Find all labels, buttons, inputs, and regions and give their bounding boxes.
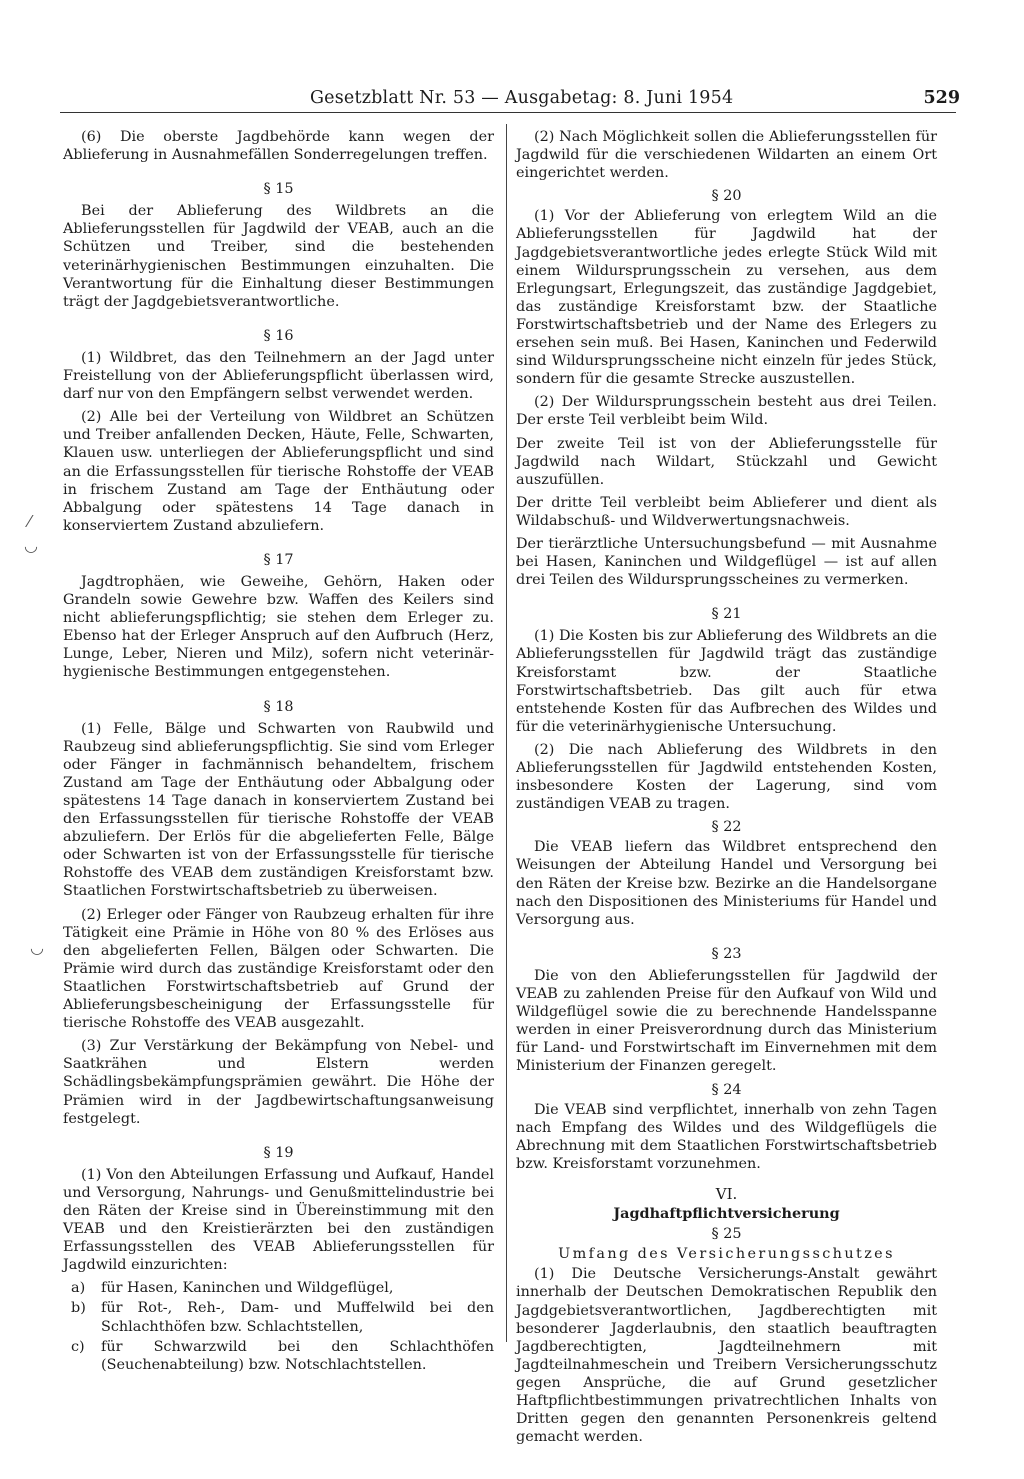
page-number: 529 <box>923 88 960 108</box>
header-rule <box>60 112 956 113</box>
section-20-paragraph-2: (2) Der Wildursprungsschein besteht aus drei Teilen. Der erste Teil verbleibt beim Wild. <box>516 394 937 429</box>
section-heading-20: § 20 <box>711 188 742 205</box>
margin-mark-icon: ⁄ <box>28 512 31 531</box>
section-17-text: Jagdtrophäen, wie Geweihe, Gehörn, Haken oder Grandeln sowie Gewehre bzw. Waffen des Keilers sind nicht ablieferungspflichtig; sie stehen dem Erleger zu. Ebenso hat der Erleger Anspruch auf den Aufbruch (Herz, Lunge, Leber, Nieren und Milz), sofern nicht veterinär-hygienische Bestimmungen entgegenstehen. <box>63 573 494 681</box>
list-item <box>63 1338 494 1374</box>
list-item <box>63 1279 494 1297</box>
part-numeral: VI. <box>715 1184 738 1203</box>
section-20-paragraph-5: Der tierärztliche Untersuchungsbefund — mit Ausnahme bei Hasen, Kaninchen und Wildgeflügel — ist auf allen drei Teilen des Wildursprungsscheines zu vermerken. <box>516 535 937 589</box>
section-20-paragraph-1: (1) Vor der Ablieferung von erlegtem Wild an die Ablieferungsstellen für Jagdwild hat der Jagdgebietsverantwortliche jedes erlegte Stück Wild mit einem Wildursprungsschein zu versehen, aus dem Erlegungsart, Erlegungszeit, das zuständige Jagdgebiet, das zuständige Kreisforstamt bzw. der Staatliche Forstwirtschaftsbetrieb und der Name des Erlegers zu ersehen sein muß. Bei Hasen, Kaninchen und Federwild sind Wildursprungsscheine nicht einzeln für jedes Stück, sondern für die gesamte Strecke auszustellen. <box>516 208 937 388</box>
section-24-text: Die VEAB sind verpflichtet, innerhalb von zehn Tagen nach Empfang des Wildes und des Wildgeflügels die Abrechnung mit dem Staatlichen Forstwirtschaftsbetrieb bzw. Kreisforstamt vorzunehmen. <box>516 1101 937 1172</box>
section-19-paragraph-1: (1) Von den Abteilungen Erfassung und Aufkauf, Handel und Versorgung, Nahrungs- und Genußmittelindustrie bei den Räten der Kreise sind in Übereinstimmung mit den VEAB und den Kreistierärzten bei den zuständigen Erfassungsstellen des VEAB Ablieferungsstellen für Jagdwild einzurichten: <box>63 1166 494 1274</box>
section-15-text: Bei der Ablieferung des Wildbrets an die Ablieferungsstellen für Jagdwild der VEAB, auch an die Schützen und Treiber, sind die bestehenden veterinärhygienischen Bestimmungen einzuhalten. Die Verantwortung für die Einhaltung dieser Bestimmungen trägt der Jagdgebietsverantwortliche. <box>63 203 494 310</box>
section-25-paragraph-1: (1) Die Deutsche Versicherungs-Anstalt gewährt innerhalb der Deutschen Demokratischen Republik den Jagdgebietsverantwortlichen, Jagdberechtigten mit besonderer Jagderlaubnis, den staatlich beauftragten Jagdberechtigten, Jagdteilnehmern mit Jagdteilnahmeschein und Treibern Versicherungsschutz gegen Ansprüche, die auf Grund gesetzlicher Haftpflichtbestimmungen privatrechtlichen Inhalts von Dritten gegen den genannten Personenkreis geltend gemacht werden. <box>516 1266 937 1446</box>
section-25-subtitle: Umfang des Versicherungsschutzes <box>558 1246 895 1263</box>
list-item-text: für Schwarzwild bei den Schlachthöfen (Seuchenabteilung) bzw. Notschlachtstellen. <box>101 1338 494 1373</box>
section-heading-21: § 21 <box>711 606 742 623</box>
section-18-paragraph-2: (2) Erleger oder Fänger von Raubzeug erhalten für ihre Tätigkeit eine Prämie in Höhe von 80 % des Erlöses aus den abgelieferten Fellen, Bälgen oder Schwarten. Die Prämie wird durch das zuständige Kreisforstamt oder den Staatlichen Forstwirtschaftsbetrieb auf Grund der Ablieferungsbescheinigung der Erfassungsstelle für tierische Rohstoffe des VEAB ausgezahlt. <box>63 906 494 1032</box>
section-heading-23: § 23 <box>711 945 742 962</box>
right-column <box>516 128 937 1451</box>
list-item-letter: a) <box>71 1280 86 1297</box>
list-item-text: für Rot-, Reh-, Dam- und Muffelwild bei den Schlachthöfen bzw. Schlachtstellen, <box>101 1300 494 1335</box>
left-column <box>63 128 494 1376</box>
section-23-text: Die von den Ablieferungsstellen für Jagdwild der VEAB zu zahlenden Preise für den Aufkauf von Wild und Wildgeflügel sowie die zu berechnende Handelsspanne werden in einer Preisverordnung durch das Ministerium für Land- und Forstwirtschaft im Einvernehmen mit dem Ministerium der Finanzen geregelt. <box>516 967 937 1075</box>
section-18-paragraph-1: (1) Felle, Bälge und Schwarten von Raubwild und Raubzeug sind ablieferungspflichtig. Sie sind vom Erleger oder Fänger in fachmännisch behandeltem, frischem Zustand am Tage der Enthäutung oder Abbalgung oder spätestens 14 Tage danach in konserviertem Zustand bei den Erfassungsstellen für tierische Rohstoffe der VEAB abzuliefern. Der Erlös für die abgelieferten Felle, Bälge oder Schwarten ist von der Erfassungsstelle für tierische Rohstoffe des VEAB dem zuständigen Kreisforstamt bzw. Staatlichen Forstwirtschaftsbetrieb zu überweisen. <box>63 720 494 900</box>
section-18-paragraph-3: (3) Zur Verstärkung der Bekämpfung von Nebel- und Saatkrähen und Elstern werden Schädlingsbekämpfungsprämien gewährt. Die Höhe der Prämien wird in der Jagdbewirtschaftungsanweisung festgelegt. <box>63 1038 494 1127</box>
list-item-letter: b) <box>71 1300 86 1317</box>
section-heading-19: § 19 <box>263 1144 294 1161</box>
section-heading-17: § 17 <box>263 551 294 568</box>
list-item <box>63 1299 494 1335</box>
section-heading-25: § 25 <box>711 1226 742 1243</box>
paragraph-14-6: (6) Die oberste Jagdbehörde kann wegen der Ablieferung in Ausnahmefällen Sonderregelungen treffen. <box>63 129 494 164</box>
section-19-paragraph-2: (2) Nach Möglichkeit sollen die Ablieferungsstellen für Jagdwild für die verschiedenen Wildarten an einem Ort eingerichtet werden. <box>516 129 937 182</box>
list-item-letter: c) <box>71 1338 85 1355</box>
section-heading-24: § 24 <box>711 1081 742 1098</box>
column-divider <box>506 124 507 1342</box>
section-20-paragraph-4: Der dritte Teil verbleibt beim Ablieferer und dient als Wildabschuß- und Wildverwertungsnachweis. <box>516 494 937 529</box>
part-title: Jagdhaftpflichtversicherung <box>613 1205 840 1223</box>
section-20-paragraph-3: Der zweite Teil ist von der Ablieferungsstelle für Jagdwild nach Wildart, Stückzahl und Gewicht auszufüllen. <box>516 435 937 488</box>
section-22-text: Die VEAB liefern das Wildbret entsprechend den Weisungen der Abteilung Handel und Versorgung bei den Räten der Kreise bzw. Bezirke an die Handelsorgane nach den Dispositionen des Ministeriums für Handel und Versorgung aus. <box>516 839 937 928</box>
section-heading-16: § 16 <box>263 327 294 344</box>
section-21-paragraph-2: (2) Die nach Ablieferung des Wildbrets in den Ablieferungsstellen für Jagdwild entstehenden Kosten, insbesondere Kosten der Lagerung, sind vom zuständigen VEAB zu tragen. <box>516 741 937 813</box>
section-21-paragraph-1: (1) Die Kosten bis zur Ablieferung des Wildbrets an die Ablieferungsstellen für Jagdwild trägt das zuständige Kreisforstamt bzw. der Staatliche Forstwirtschaftsbetrieb. Das gilt auch für etwa entstehende Kosten für das Aufbrechen des Wildes und für die veterinärhygienische Untersuchung. <box>516 628 937 735</box>
section-heading-18: § 18 <box>263 698 294 715</box>
margin-mark-icon: ◡ <box>24 536 38 555</box>
margin-mark-icon: ◡ <box>30 938 44 957</box>
header-title: Gesetzblatt Nr. 53 — Ausgabetag: 8. Juni 1954 <box>310 88 734 108</box>
list-item-text: für Hasen, Kaninchen und Wildgeflügel, <box>101 1280 394 1297</box>
section-heading-22: § 22 <box>711 819 742 836</box>
page-header <box>60 88 960 112</box>
section-16-paragraph-2: (2) Alle bei der Verteilung von Wildbret an Schützen und Treiber anfallenden Decken, Häute, Felle, Schwarten, Klauen usw. unterliegen der Ablieferungspflicht und sind an die Erfassungsstellen für tierische Rohstoffe der VEAB in frischem Zustand am Tage der Enthäutung oder Abbalgung oder spätestens 14 Tage danach in konserviertem Zustand abzuliefern. <box>63 409 494 534</box>
section-16-paragraph-1: (1) Wildbret, das den Teilnehmern an der Jagd unter Freistellung von der Ablieferungspflicht überlassen wird, darf nur von den Empfängern selbst verwendet werden. <box>63 349 494 403</box>
section-heading-15: § 15 <box>263 181 294 198</box>
